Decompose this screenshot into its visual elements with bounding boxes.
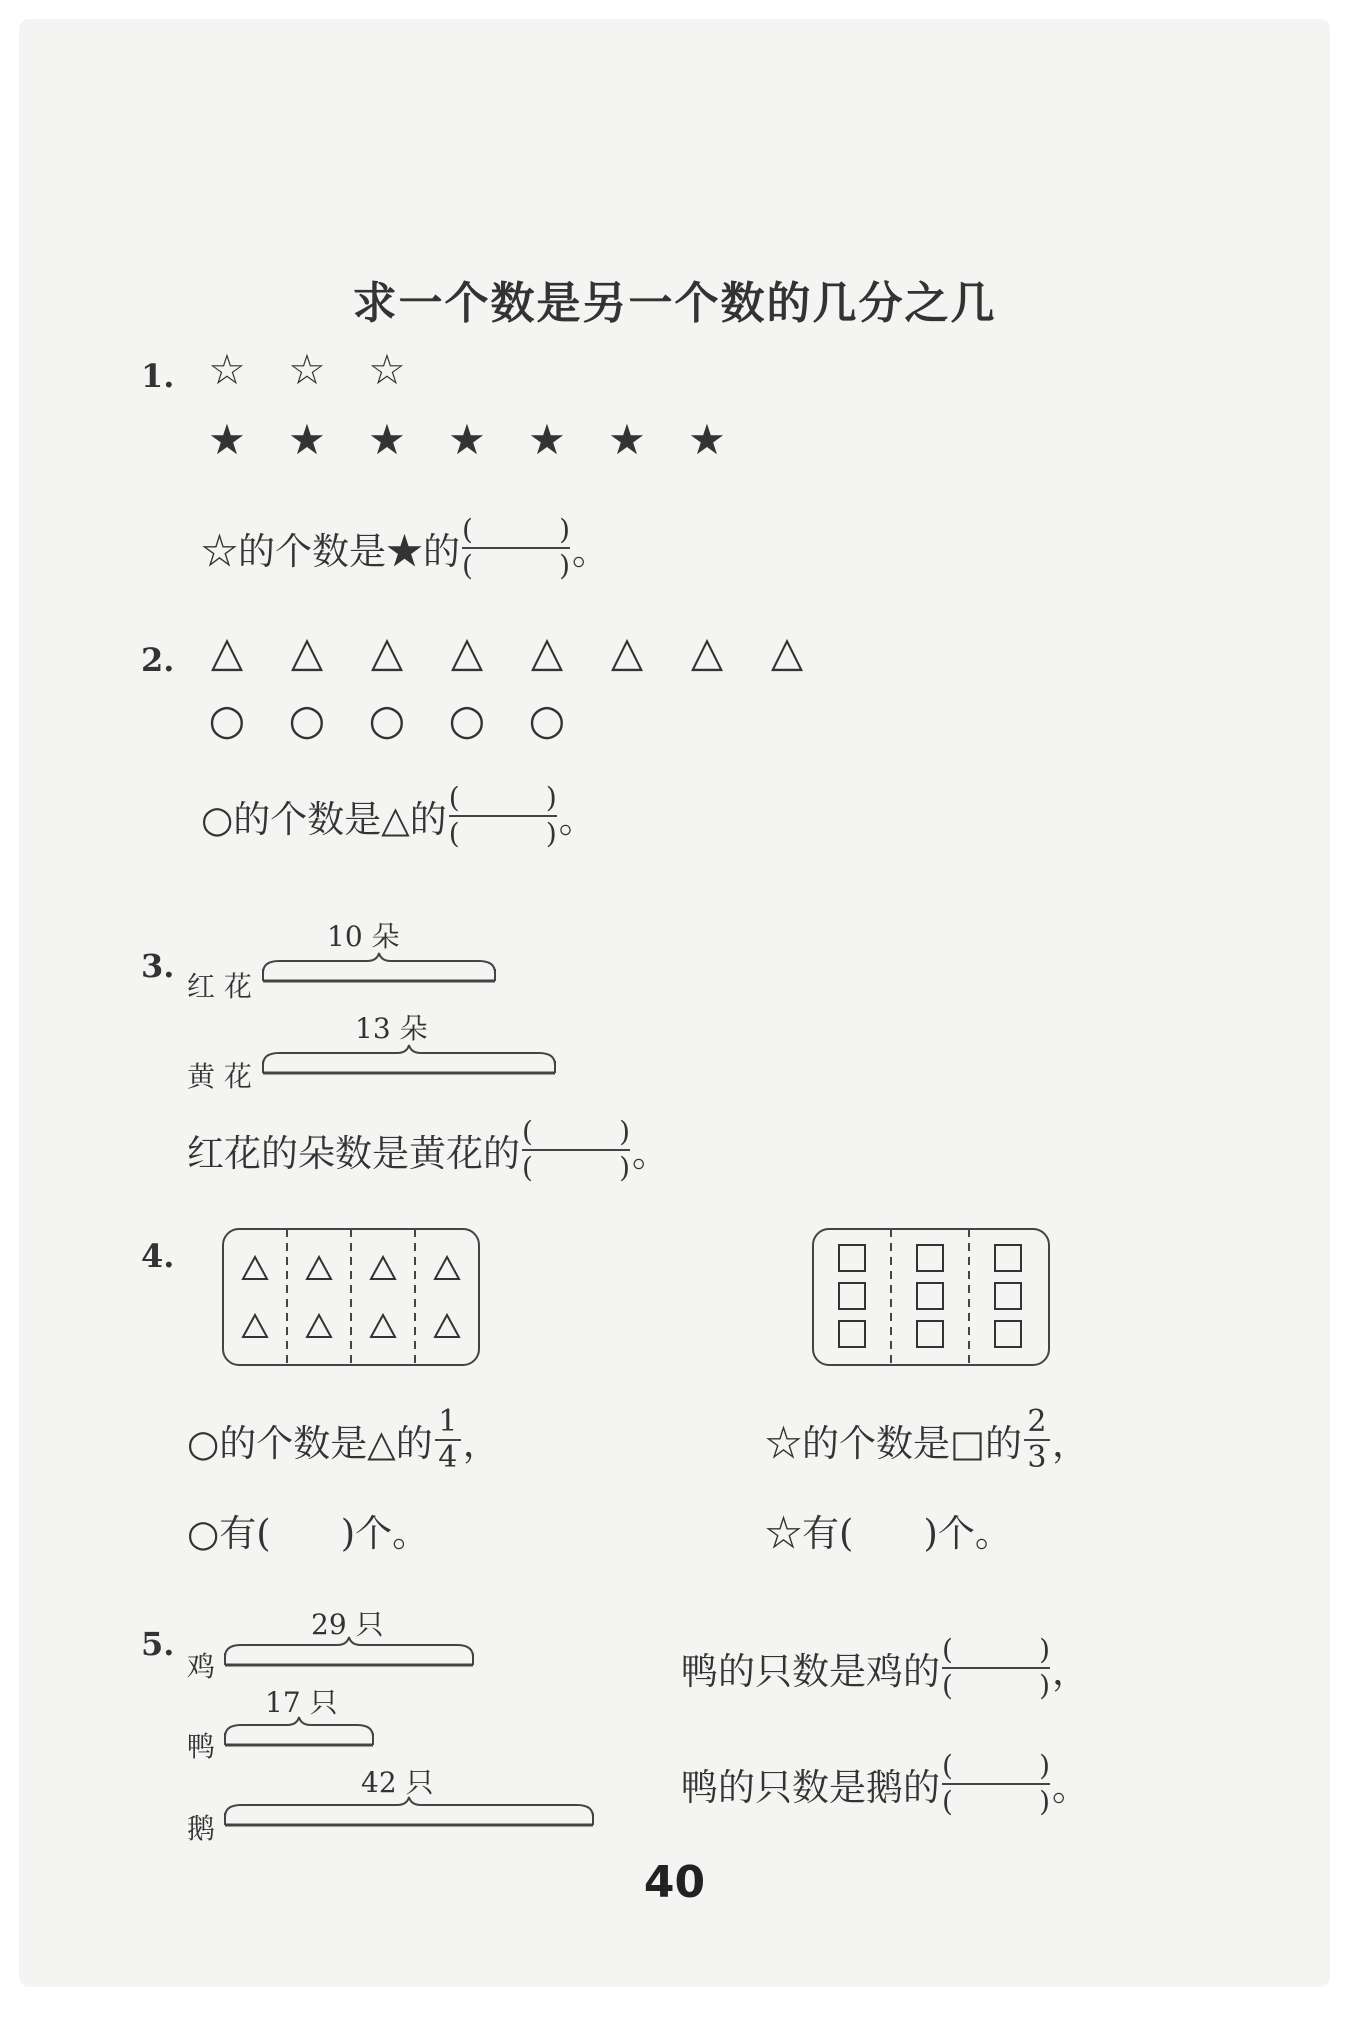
black-star-icon: ★ (528, 415, 566, 464)
q5-question-line-1: 鸭的只数是鸡的 ( ) ( ) ， (681, 1633, 1089, 1702)
q2-question-text: ○的个数是△的 (201, 798, 447, 841)
q2-question-line (201, 781, 596, 851)
q2-triangles-row (187, 627, 827, 676)
circle-icon: ○ (368, 695, 406, 744)
black-star-icon: ★ (608, 415, 646, 464)
black-star-icon: ★ (448, 415, 486, 464)
q1-question-line (201, 513, 609, 583)
red-flower-brace (259, 951, 499, 991)
q3-question-text: 红花的朵数是黄花的 (187, 1132, 520, 1175)
q1-question-text: ☆的个数是★的 (201, 530, 460, 573)
triangle-icon: △ (770, 627, 804, 676)
question-2-number: 2. (141, 641, 175, 679)
q2-circles-row (187, 695, 587, 744)
q4-left-fill-line: ○有( )个。 (187, 1503, 429, 1557)
q4-left-fill-text: ○有( (187, 1512, 271, 1555)
q2-end-punct: 。 (558, 798, 596, 841)
black-star-icon: ★ (208, 415, 246, 464)
q4-right-fill-line: ☆有( )个。 (765, 1503, 1012, 1557)
q4-right-question-text: ☆的个数是□的 (765, 1422, 1022, 1465)
yellow-flower-label: 黄 花 (187, 1060, 252, 1093)
q4-left-question-text: ○的个数是△的 (187, 1422, 433, 1465)
duck-count: 17 只 (265, 1686, 338, 1719)
q4-left-fraction: $\frac{1}{4}$ (435, 1405, 461, 1475)
chicken-brace (221, 1635, 481, 1675)
question-4-number: 4. (141, 1237, 175, 1275)
q4-right-question-line: ☆的个数是□的 $\frac{2}{3}$ ， (765, 1404, 1089, 1475)
chicken-count: 29 只 (311, 1608, 384, 1641)
duck-brace (221, 1715, 381, 1755)
goose-label: 鹅 (187, 1812, 216, 1845)
yellow-flower-brace (259, 1043, 559, 1083)
triangle-icon: △ (290, 627, 324, 676)
q5-question-line-2: 鸭的只数是鹅的 ( ) ( ) 。 (681, 1749, 1089, 1818)
circle-icon: ○ (528, 695, 566, 744)
yellow-flower-count: 13 朵 (355, 1012, 428, 1045)
q3-answer-fraction[interactable]: ( ) ( ) (522, 1115, 630, 1184)
triangle-icon: △ (370, 627, 404, 676)
triangle-icon: △ (530, 627, 564, 676)
q5-answer-fraction-2[interactable]: ( ) ( ) (942, 1749, 1050, 1818)
q5-question-text-2: 鸭的只数是鹅的 (681, 1766, 940, 1809)
question-1-number: 1. (141, 357, 175, 395)
goose-brace (221, 1795, 621, 1835)
q1-black-stars-row (187, 415, 747, 464)
q4-left-question-line: ○的个数是△的 $\frac{1}{4}$ ， (187, 1404, 500, 1475)
black-star-icon: ★ (368, 415, 406, 464)
circle-icon: ○ (288, 695, 326, 744)
worksheet-page (19, 19, 1330, 1987)
square-grid-figure (811, 1227, 1051, 1367)
q5-question-text-1: 鸭的只数是鸡的 (681, 1650, 940, 1693)
circle-icon: ○ (208, 695, 246, 744)
red-flower-count: 10 朵 (327, 920, 400, 953)
page-number: 40 (643, 1857, 706, 1908)
triangle-grid-figure (221, 1227, 481, 1367)
duck-label: 鸭 (187, 1730, 216, 1763)
q5-answer-fraction-1[interactable]: ( ) ( ) (942, 1633, 1050, 1702)
goose-count: 42 只 (361, 1766, 434, 1799)
q2-answer-fraction[interactable]: ( ) ( ) (448, 781, 557, 850)
triangle-icon: △ (690, 627, 724, 676)
triangle-icon: △ (450, 627, 484, 676)
triangle-icon: △ (610, 627, 644, 676)
q1-white-stars-row (187, 345, 427, 394)
black-star-icon: ★ (288, 415, 326, 464)
q1-answer-fraction[interactable]: ( ) ( ) (462, 513, 570, 582)
q3-question-line (187, 1115, 669, 1185)
triangle-icon: △ (210, 627, 244, 676)
question-5-number: 5. (141, 1625, 175, 1663)
q1-end-punct: 。 (572, 530, 609, 573)
page-title: 求一个数是另一个数的几分之几 (352, 278, 997, 329)
question-3-number: 3. (141, 947, 175, 985)
black-star-icon: ★ (688, 415, 726, 464)
white-star-icon: ☆ (208, 345, 246, 394)
q3-end-punct: 。 (632, 1132, 669, 1175)
white-star-icon: ☆ (288, 345, 326, 394)
red-flower-label: 红 花 (187, 970, 252, 1003)
q4-right-fill-text: ☆有( (765, 1512, 854, 1555)
white-star-icon: ☆ (368, 345, 406, 394)
chicken-label: 鸡 (187, 1650, 216, 1683)
circle-icon: ○ (448, 695, 486, 744)
q4-right-fraction: $\frac{2}{3}$ (1024, 1405, 1050, 1475)
